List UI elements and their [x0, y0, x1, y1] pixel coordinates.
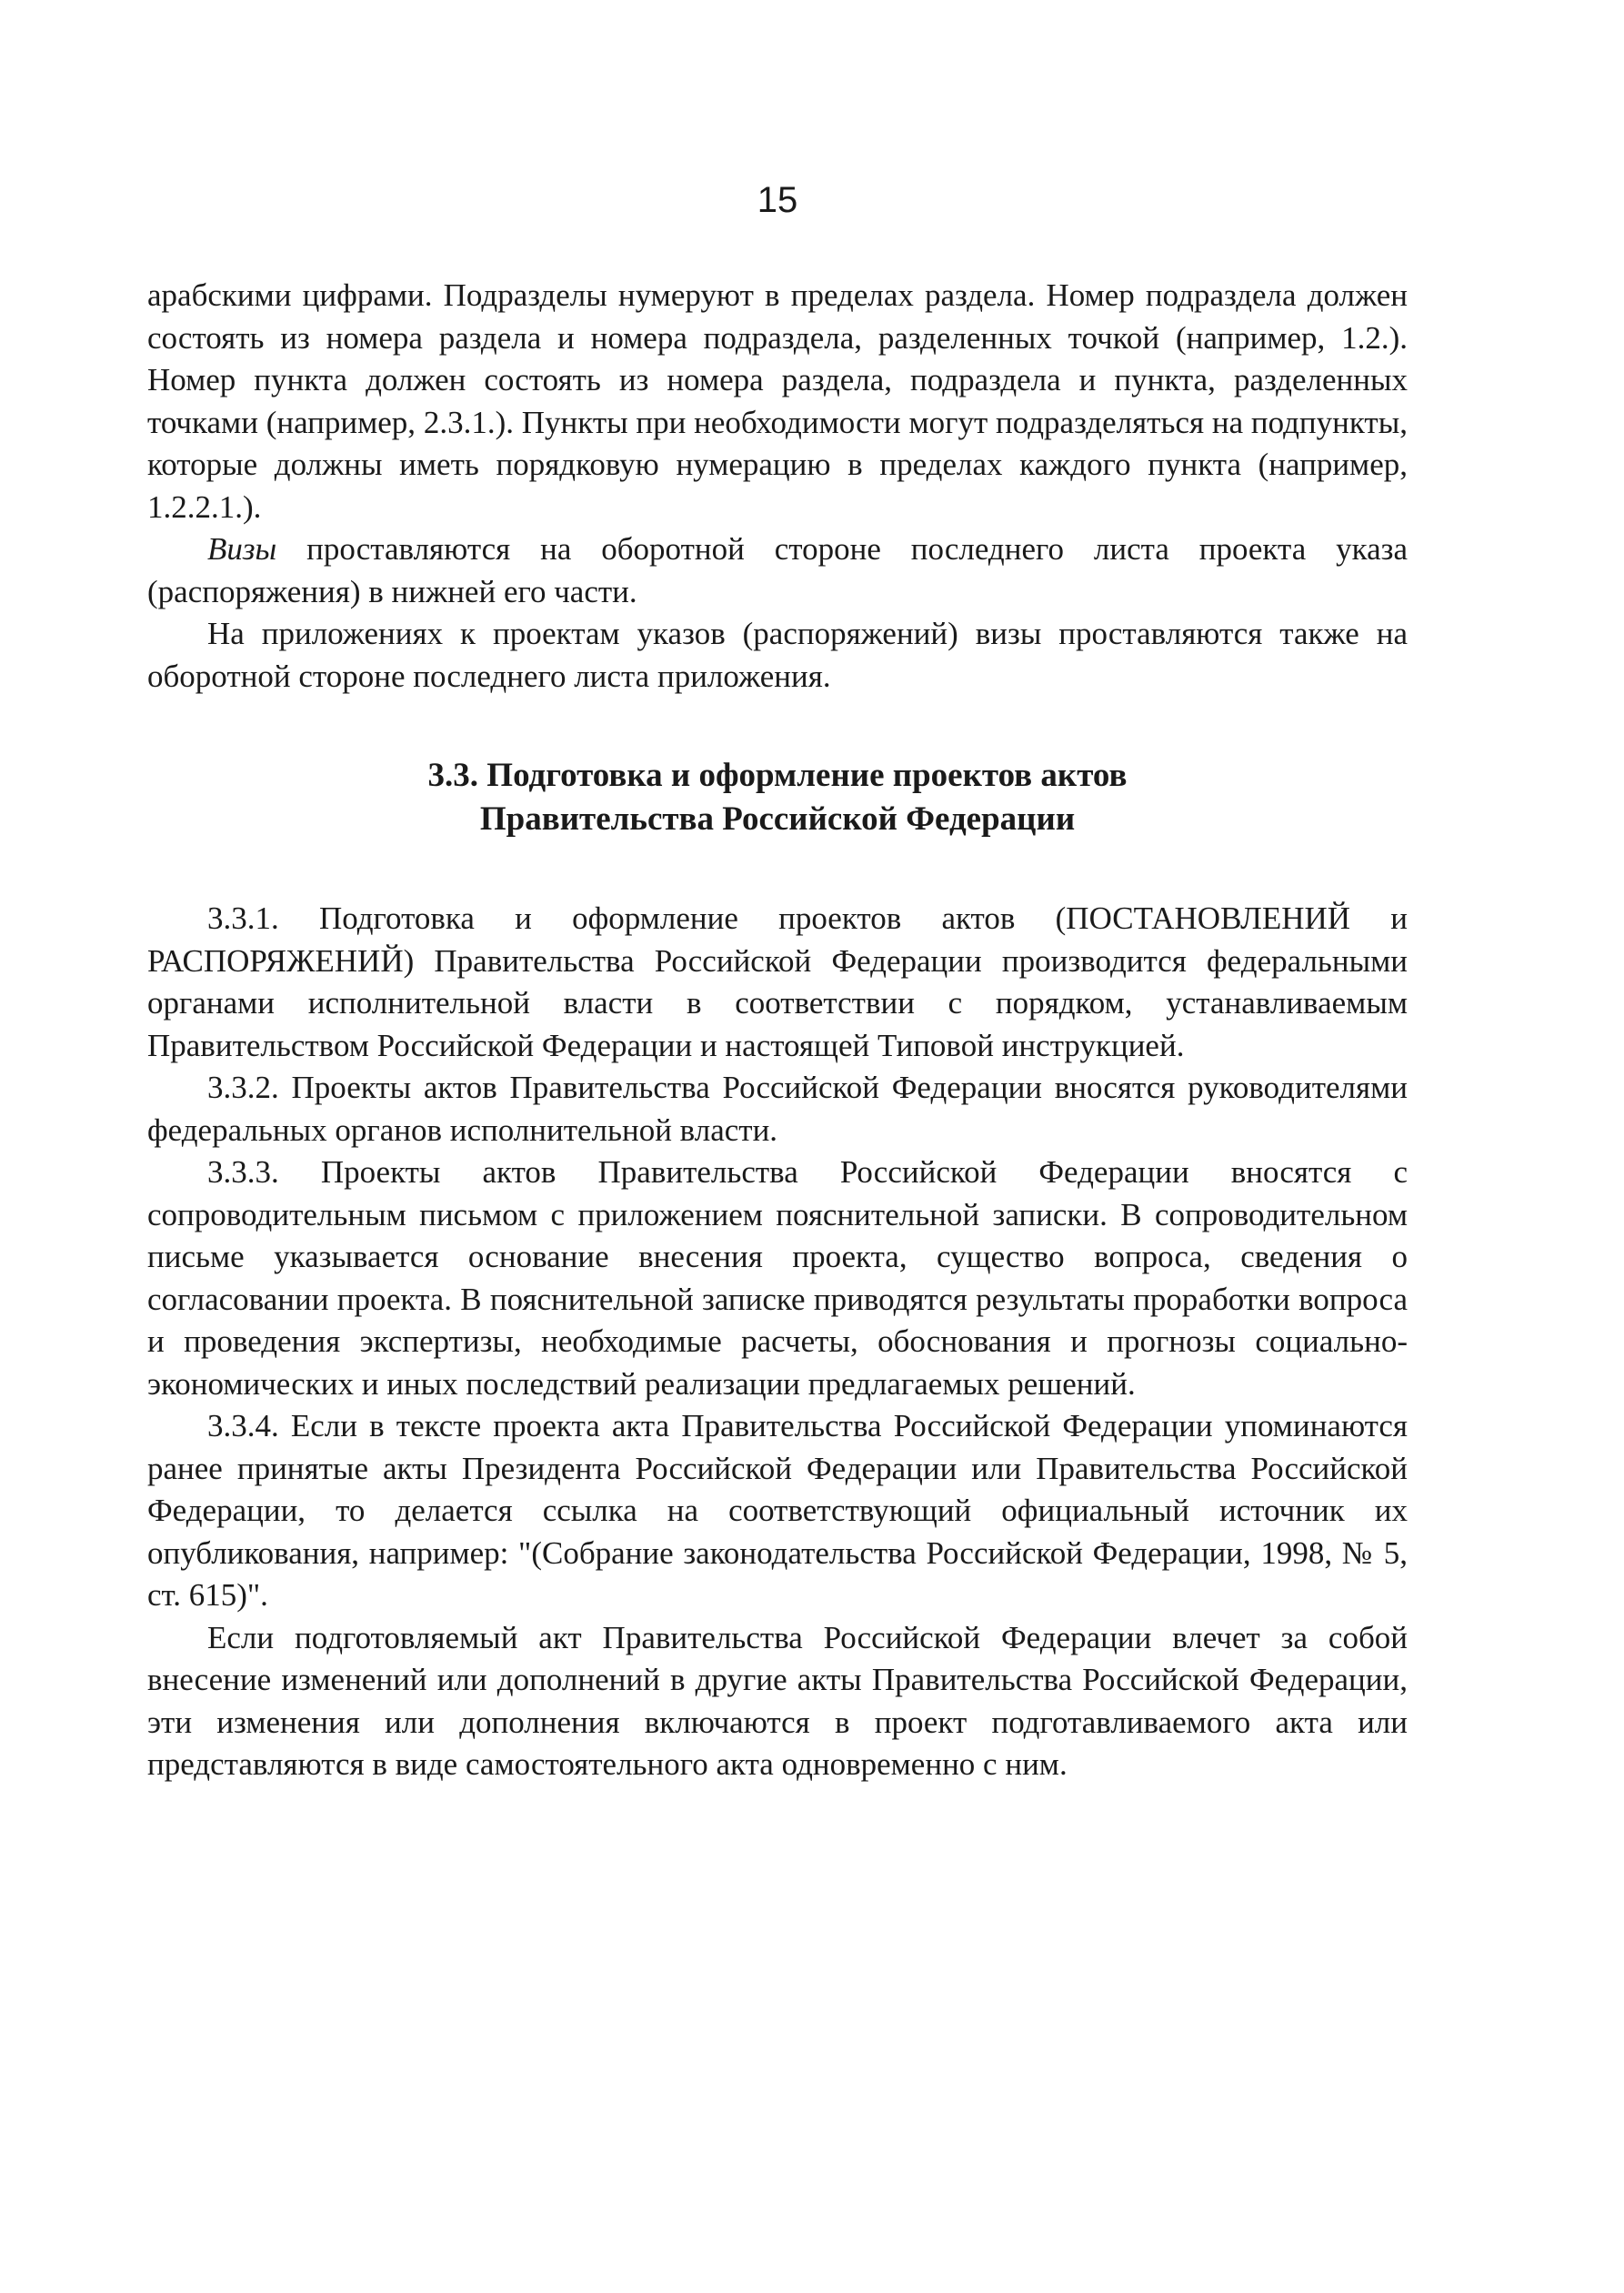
section-heading: [147, 754, 1408, 841]
paragraph-visas: [147, 528, 1408, 613]
paragraph-numbering-rules: арабскими цифрами. Подразделы нумеруют в пределах раздела. Номер подраздела должен состоять из номера раздела и номера подраздела, разделенных точкой (например, 1.2.). Номер пункта должен состоять из номера раздела, подраздела и пункта, разделенных точками (например, 2.3.1.). Пункты при необходимости могут подразделяться на подпункты, которые должны иметь порядковую нумерацию в пределах каждого пункта (например, 1.2.2.1.).: [147, 277, 1408, 525]
section-heading-line-1: 3.3. Подготовка и оформление проектов актов: [427, 757, 1128, 794]
page-number: 15: [757, 180, 798, 220]
paragraph-3-3-4: 3.3.4. Если в тексте проекта акта Правительства Российской Федерации упоминаются ранее принятые акты Президента Российской Федерации или Правительства Российской Федерации, то делается ссылка на соответствующий официальный источник их опубликования, например: "(Собрание законодательства Российской Федерации, 1998, № 5, ст. 615)".: [147, 1408, 1408, 1613]
paragraph-3-3-1: 3.3.1. Подготовка и оформление проектов актов (ПОСТАНОВЛЕНИЙ и РАСПОРЯЖЕНИЙ) Правительства Российской Федерации производится федеральными органами исполнительной власти в соответствии с порядком, устанавливаемым Правительством Российской Федерации и настоящей Типовой инструкцией.: [147, 900, 1408, 1063]
visas-term: Визы: [207, 531, 277, 567]
document-page: [147, 0, 1408, 2293]
document-body: [147, 275, 1408, 1786]
section-heading-line-2: Правительства Российской Федерации: [479, 800, 1076, 838]
visas-text: проставляются на оборотной стороне последнего листа проекта указа (распоряжения) в нижней его части.: [147, 531, 1408, 609]
paragraph-attachments-visas: На приложениях к проектам указов (распоряжений) визы проставляются также на оборотной стороне последнего листа приложения.: [147, 616, 1408, 694]
paragraph-3-3-3: 3.3.3. Проекты актов Правительства Российской Федерации вносятся с сопроводительным письмом с приложением пояснительной записки. В сопроводительном письме указывается основание внесения проекта, существо вопроса, сведения о согласовании проекта. В пояснительной записке приводятся результаты проработки вопроса и проведения экспертизы, необходимые расчеты, обоснования и прогнозы социально-экономических и иных последствий реализации предлагаемых решений.: [147, 1154, 1408, 1402]
paragraph-amendments: Если подготовляемый акт Правительства Российской Федерации влечет за собой внесение изменений или дополнений в другие акты Правительства Российской Федерации, эти изменения или дополнения включаются в проект подготавливаемого акта или представляются в виде самостоятельного акта одновременно с ним.: [147, 1619, 1408, 1782]
paragraph-3-3-2: 3.3.2. Проекты актов Правительства Российской Федерации вносятся руководителями федеральных органов исполнительной власти.: [147, 1070, 1408, 1148]
